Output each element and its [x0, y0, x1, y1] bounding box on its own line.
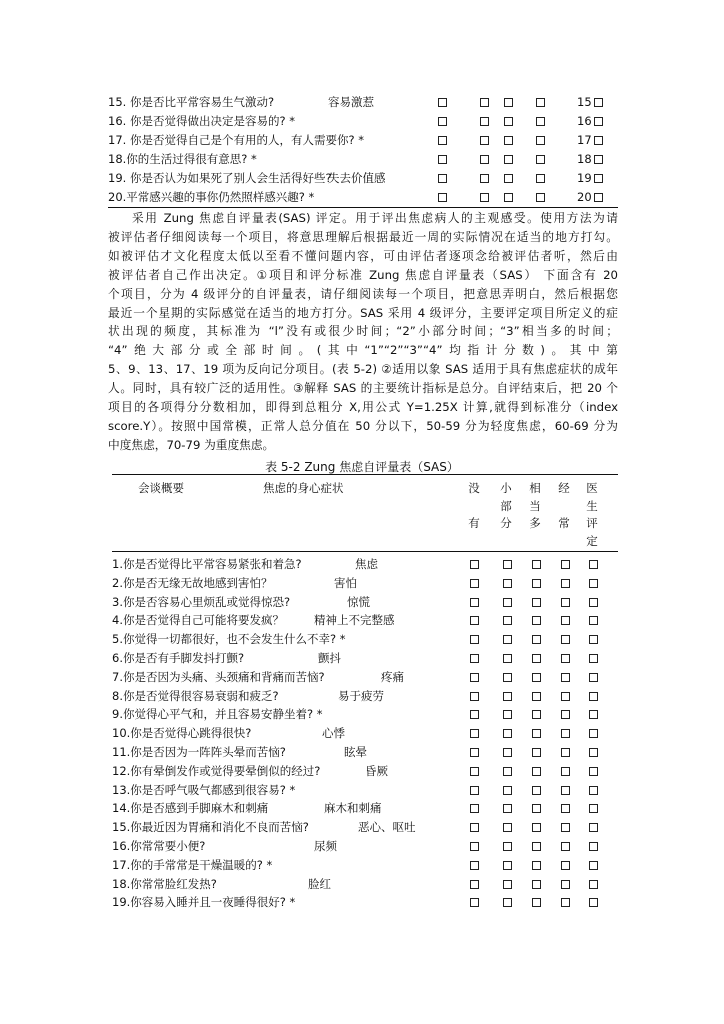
score-box[interactable]	[594, 174, 603, 183]
checkbox[interactable]	[503, 692, 512, 701]
table-bottom-rule	[108, 207, 618, 208]
checkbox[interactable]	[561, 579, 570, 588]
table-row	[112, 818, 612, 837]
paragraph-line: 采用 Zung 焦虑自评量表(SAS) 评定。用于评出焦虑病人的主观感受。使用方法为请	[132, 211, 618, 225]
checkbox[interactable]	[561, 823, 570, 832]
table-row	[108, 93, 618, 112]
table-row	[112, 705, 612, 724]
checkbox[interactable]	[561, 786, 570, 795]
question-text: 17.你的手常常是干燥温暖的? *	[112, 857, 273, 872]
checkbox[interactable]	[438, 136, 447, 145]
checkbox[interactable]	[589, 673, 598, 682]
checkbox[interactable]	[470, 673, 479, 682]
checkbox[interactable]	[503, 616, 512, 625]
sas-description-paragraph	[108, 209, 618, 455]
checkbox[interactable]	[561, 673, 570, 682]
checkbox[interactable]	[532, 880, 541, 889]
question-text: 12.你有晕倒发作或觉得要晕倒似的经过?	[112, 763, 321, 778]
item-number-text: 17	[577, 133, 592, 147]
checkbox[interactable]	[589, 598, 598, 607]
checkbox[interactable]	[561, 842, 570, 851]
checkbox[interactable]	[589, 861, 598, 870]
item-number	[577, 93, 603, 112]
checkbox[interactable]	[561, 767, 570, 776]
checkbox[interactable]	[504, 155, 513, 164]
checkbox[interactable]	[589, 635, 598, 644]
paragraph-line: 人。同时，具有较广泛的适用性。③解释 SAS 的主要统计指标是总分。自评结束后，把 20 个	[108, 381, 618, 396]
table-row	[112, 893, 612, 912]
symptom-text: 焦虑	[355, 557, 378, 571]
question-text: 18.你常常脸红发热?	[112, 876, 217, 891]
checkbox[interactable]	[470, 729, 479, 738]
header-char: 相	[529, 481, 541, 495]
question-text: 4.你是否觉得自己可能将要发疯？	[112, 613, 284, 628]
checkbox[interactable]	[532, 767, 541, 776]
checkbox[interactable]	[589, 804, 598, 813]
table-top-rule	[112, 474, 618, 475]
question-text: 7.你是否因为头痛、头颈痛和背痛而苦恼?	[112, 669, 325, 684]
checkbox[interactable]	[503, 786, 512, 795]
question-text: 18.你的生活过得很有意思? *	[108, 152, 257, 166]
question-text: 1.你是否觉得比平常容易紧张和着急?	[112, 557, 302, 571]
header-none	[467, 480, 481, 533]
symptom-text: 尿频	[314, 839, 337, 853]
checkbox[interactable]	[470, 861, 479, 870]
checkbox[interactable]	[503, 804, 512, 813]
table-row	[112, 856, 612, 875]
question-text: 16. 你是否觉得做出决定是容易的? *	[108, 114, 295, 128]
checkbox[interactable]	[470, 804, 479, 813]
item-number	[577, 112, 603, 131]
checkbox[interactable]	[503, 710, 512, 719]
symptom-text: 麻木和刺痛	[324, 801, 382, 816]
header-char: 分	[500, 516, 512, 530]
checkbox[interactable]	[589, 710, 598, 719]
paragraph-line: 5、9、13、17、19 项为反向记分项目。(表 5-2) ②适用以象 SAS 适用于具有焦虑症状的成年	[108, 362, 618, 377]
symptom-text: 精神上不完整感	[314, 613, 395, 628]
checkbox[interactable]	[561, 804, 570, 813]
checkbox[interactable]	[536, 193, 545, 202]
header-considerable	[528, 480, 542, 533]
checkbox[interactable]	[536, 136, 545, 145]
checkbox[interactable]	[589, 579, 598, 588]
question-text: 14.你是否感到手脚麻木和刺痛	[112, 801, 269, 816]
checkbox[interactable]	[480, 117, 489, 126]
checkbox[interactable]	[532, 823, 541, 832]
question-text: 8.你是否觉得很容易衰弱和疲乏?	[112, 688, 279, 703]
question-text: 2.你是否无缘无故地感到害怕？	[112, 575, 273, 590]
header-char: 评	[586, 516, 598, 530]
table-row	[112, 611, 612, 630]
checkbox[interactable]	[532, 861, 541, 870]
checkbox[interactable]	[532, 635, 541, 644]
header-char: 常	[558, 516, 570, 530]
symptom-text: 害怕	[334, 575, 357, 590]
checkbox[interactable]	[503, 560, 512, 569]
checkbox[interactable]	[561, 560, 570, 569]
checkbox[interactable]	[532, 786, 541, 795]
question-text: 3.你是否容易心里烦乱或觉得惊恐?	[112, 594, 291, 609]
checkbox[interactable]	[503, 767, 512, 776]
table-row	[112, 762, 612, 781]
checkbox[interactable]	[470, 654, 479, 663]
checkbox[interactable]	[589, 898, 598, 907]
paragraph-line: 个项目，分为 4 级评分的自评量表，请仔细阅读每一个项目，把意思弄明白，然后根据您	[108, 286, 618, 301]
table-row	[108, 188, 618, 207]
checkbox[interactable]	[504, 193, 513, 202]
symptom-text: 眩晕	[344, 745, 367, 759]
table-row	[108, 112, 618, 131]
paragraph-line: 最近一个星期的实际感觉在适当的地方打分。SAS 采用 4 级评分，主要评定项目所定义的症	[108, 305, 618, 320]
checkbox[interactable]	[589, 748, 598, 757]
paragraph-line: 如被评估才文化程度太低以至看不懂问题内容，可由评估者逐项念给被评估者听，然后由	[108, 248, 618, 263]
checkbox[interactable]	[532, 560, 541, 569]
table-row	[112, 555, 612, 574]
checkbox[interactable]	[503, 880, 512, 889]
table-row	[112, 781, 612, 800]
checkbox[interactable]	[470, 880, 479, 889]
item-number-text: 15	[577, 95, 592, 109]
checkbox[interactable]	[480, 193, 489, 202]
header-char: 定	[586, 533, 598, 548]
checkbox[interactable]	[503, 579, 512, 588]
checkbox[interactable]	[470, 692, 479, 701]
checkbox[interactable]	[589, 823, 598, 832]
symptom-text: 容易激惹	[328, 95, 374, 109]
checkbox[interactable]	[504, 136, 513, 145]
symptom-text: 疼痛	[381, 669, 404, 684]
question-text: 6.你是否有手脚发抖打颤?	[112, 651, 245, 665]
paragraph-line: 中度焦虑，70-79 为重度焦虑。	[108, 437, 275, 452]
checkbox[interactable]	[561, 616, 570, 625]
table-row	[108, 131, 618, 150]
table-row	[112, 799, 612, 818]
item-number-text: 19	[577, 171, 592, 185]
checkbox[interactable]	[470, 767, 479, 776]
checkbox[interactable]	[561, 748, 570, 757]
header-char: 多	[529, 516, 541, 530]
checkbox[interactable]	[470, 710, 479, 719]
header-char	[557, 498, 571, 516]
symptom-text: 心悸	[322, 726, 345, 741]
table-caption: 表 5-2 Zung 焦虑自评量表（SAS）	[265, 460, 459, 474]
checkbox[interactable]	[532, 710, 541, 719]
header-little	[499, 480, 513, 533]
table-row	[112, 875, 612, 894]
item-number	[577, 131, 603, 150]
checkbox[interactable]	[438, 193, 447, 202]
item-number	[577, 169, 603, 188]
checkbox[interactable]	[480, 174, 489, 183]
checkbox[interactable]	[561, 635, 570, 644]
checkbox[interactable]	[561, 729, 570, 738]
checkbox[interactable]	[561, 710, 570, 719]
checkbox[interactable]	[532, 748, 541, 757]
checkbox[interactable]	[561, 880, 570, 889]
paragraph-line: “4”绝大部分或全部时间。(其中“1”“2”“3”“4”均指计分数)。其中第	[108, 343, 618, 358]
table-row	[108, 150, 618, 169]
paragraph-line: 被评估者仔细阅读每一个项目，将意思理解后根据最近一周的实际情况在适当的地方打勾。	[108, 229, 618, 244]
checkbox[interactable]	[470, 823, 479, 832]
table-row	[112, 724, 612, 743]
checkbox[interactable]	[589, 880, 598, 889]
checkbox[interactable]	[503, 654, 512, 663]
checkbox[interactable]	[532, 729, 541, 738]
checkbox[interactable]	[532, 654, 541, 663]
question-text: 19.你容易入睡并且一夜睡得很好? *	[112, 895, 296, 910]
table-row	[112, 574, 612, 593]
header-char: 有	[468, 516, 480, 530]
header-char: 当	[529, 498, 541, 513]
checkbox[interactable]	[438, 155, 447, 164]
checkbox[interactable]	[589, 842, 598, 851]
checkbox[interactable]	[438, 98, 447, 107]
header-symptom: 焦虑的身心症状	[263, 481, 344, 495]
question-text: 11.你是否因为一阵阵头晕而苦恼?	[112, 745, 286, 759]
symptom-text: 惊慌	[347, 594, 370, 609]
checkbox[interactable]	[470, 898, 479, 907]
checkbox[interactable]	[561, 692, 570, 701]
checkbox[interactable]	[470, 579, 479, 588]
score-box[interactable]	[594, 98, 603, 107]
question-text: 17. 你是否觉得自己是个有用的人，有人需要你? *	[108, 133, 364, 147]
question-text: 20.平常感兴趣的事你仍然照样感兴趣? *	[108, 190, 315, 204]
checkbox[interactable]	[470, 635, 479, 644]
checkbox[interactable]	[503, 673, 512, 682]
paragraph-line: 状出现的频度，其标准为 “l”没有或很少时间；“2”小部分时间；“3”相当多的时间；	[108, 324, 618, 339]
question-text: 15. 你是否比平常容易生气激动?	[108, 95, 275, 109]
checkbox[interactable]	[561, 861, 570, 870]
checkbox[interactable]	[532, 673, 541, 682]
table-header-rule	[112, 551, 618, 552]
checkbox[interactable]	[438, 174, 447, 183]
item-number-text: 18	[577, 152, 592, 166]
checkbox[interactable]	[503, 823, 512, 832]
checkbox[interactable]	[470, 842, 479, 851]
item-number	[577, 188, 603, 207]
checkbox[interactable]	[470, 560, 479, 569]
table-row	[112, 837, 612, 856]
checkbox[interactable]	[504, 174, 513, 183]
header-often	[557, 480, 571, 533]
checkbox[interactable]	[504, 117, 513, 126]
checkbox[interactable]	[532, 579, 541, 588]
checkbox[interactable]	[532, 804, 541, 813]
checkbox[interactable]	[536, 155, 545, 164]
table-row	[112, 687, 612, 706]
checkbox[interactable]	[532, 898, 541, 907]
question-text: 10.你是否觉得心跳得很快?	[112, 726, 252, 741]
checkbox[interactable]	[503, 729, 512, 738]
checkbox[interactable]	[503, 842, 512, 851]
table-row	[108, 169, 618, 188]
score-box[interactable]	[594, 193, 603, 202]
checkbox[interactable]	[503, 861, 512, 870]
checkbox[interactable]	[480, 155, 489, 164]
score-box[interactable]	[594, 155, 603, 164]
header-topic: 会谈概要	[138, 481, 184, 495]
header-char: 小	[500, 481, 512, 495]
checkbox[interactable]	[503, 635, 512, 644]
item-number	[577, 150, 603, 169]
header-doctor-rating	[585, 480, 599, 550]
header-char: 生	[586, 498, 598, 513]
checkbox[interactable]	[470, 616, 479, 625]
checkbox[interactable]	[532, 842, 541, 851]
paragraph-line: 被评估者自己作出决定。①项目和评分标准 Zung 焦虑自评量表（SAS） 下面含有 20	[108, 267, 618, 282]
checkbox[interactable]	[589, 786, 598, 795]
checkbox[interactable]	[589, 654, 598, 663]
symptom-text: 失去价值感	[328, 171, 386, 185]
question-text: 9.你觉得心平气和，并且容易安静坐着? *	[112, 707, 323, 722]
checkbox[interactable]	[589, 729, 598, 738]
checkbox[interactable]	[589, 692, 598, 701]
paragraph-line: 项目的各项得分分数相加，即得到总粗分 X,用公式 Y=1.25X 计算,就得到标准分（index	[108, 400, 618, 415]
question-text: 15.你最近因为胃痛和消化不良而苦恼?	[112, 820, 309, 835]
paragraph-line: score.Y）。按照中国常模，正常人总分值在 50 分以下，50-59 分为轻度焦虑，60-69 分为	[108, 418, 618, 433]
header-char: 医	[586, 481, 598, 495]
checkbox[interactable]	[470, 748, 479, 757]
checkbox[interactable]	[470, 598, 479, 607]
checkbox[interactable]	[504, 98, 513, 107]
checkbox[interactable]	[480, 136, 489, 145]
checkbox[interactable]	[480, 98, 489, 107]
header-char: 部	[500, 498, 512, 513]
checkbox[interactable]	[532, 616, 541, 625]
checkbox[interactable]	[503, 898, 512, 907]
symptom-text: 昏厥	[365, 763, 388, 778]
symptom-text: 恶心、呕吐	[358, 820, 416, 835]
header-char: 没	[468, 481, 480, 495]
checkbox[interactable]	[536, 98, 545, 107]
question-text: 16.你常常要小便?	[112, 839, 206, 853]
checkbox[interactable]	[536, 117, 545, 126]
checkbox[interactable]	[503, 598, 512, 607]
checkbox[interactable]	[589, 616, 598, 625]
checkbox[interactable]	[503, 748, 512, 757]
checkbox[interactable]	[470, 786, 479, 795]
item-number-text: 20	[577, 190, 592, 204]
question-text: 13.你是否呼气吸气都感到很容易? *	[112, 782, 296, 797]
symptom-text: 易于疲劳	[338, 688, 384, 703]
checkbox[interactable]	[532, 692, 541, 701]
table-row	[112, 649, 612, 668]
checkbox[interactable]	[589, 767, 598, 776]
checkbox[interactable]	[561, 654, 570, 663]
symptom-text: 颤抖	[318, 651, 341, 665]
question-text: 5.你觉得一切都很好，也不会发生什么不幸? *	[112, 632, 346, 647]
checkbox[interactable]	[438, 117, 447, 126]
table-row	[112, 743, 612, 762]
checkbox[interactable]	[561, 898, 570, 907]
table-row	[112, 593, 612, 612]
header-char	[467, 498, 481, 516]
checkbox[interactable]	[536, 174, 545, 183]
item-number-text: 16	[577, 114, 592, 128]
checkbox[interactable]	[561, 598, 570, 607]
score-box[interactable]	[594, 117, 603, 126]
symptom-text: 脸红	[308, 876, 331, 891]
checkbox[interactable]	[532, 598, 541, 607]
table-row	[112, 668, 612, 687]
question-text: 19. 你是否认为如果死了别人会生活得好些?	[108, 171, 332, 185]
checkbox[interactable]	[589, 560, 598, 569]
table-row	[112, 630, 612, 649]
score-box[interactable]	[594, 136, 603, 145]
header-char: 经	[558, 481, 570, 495]
